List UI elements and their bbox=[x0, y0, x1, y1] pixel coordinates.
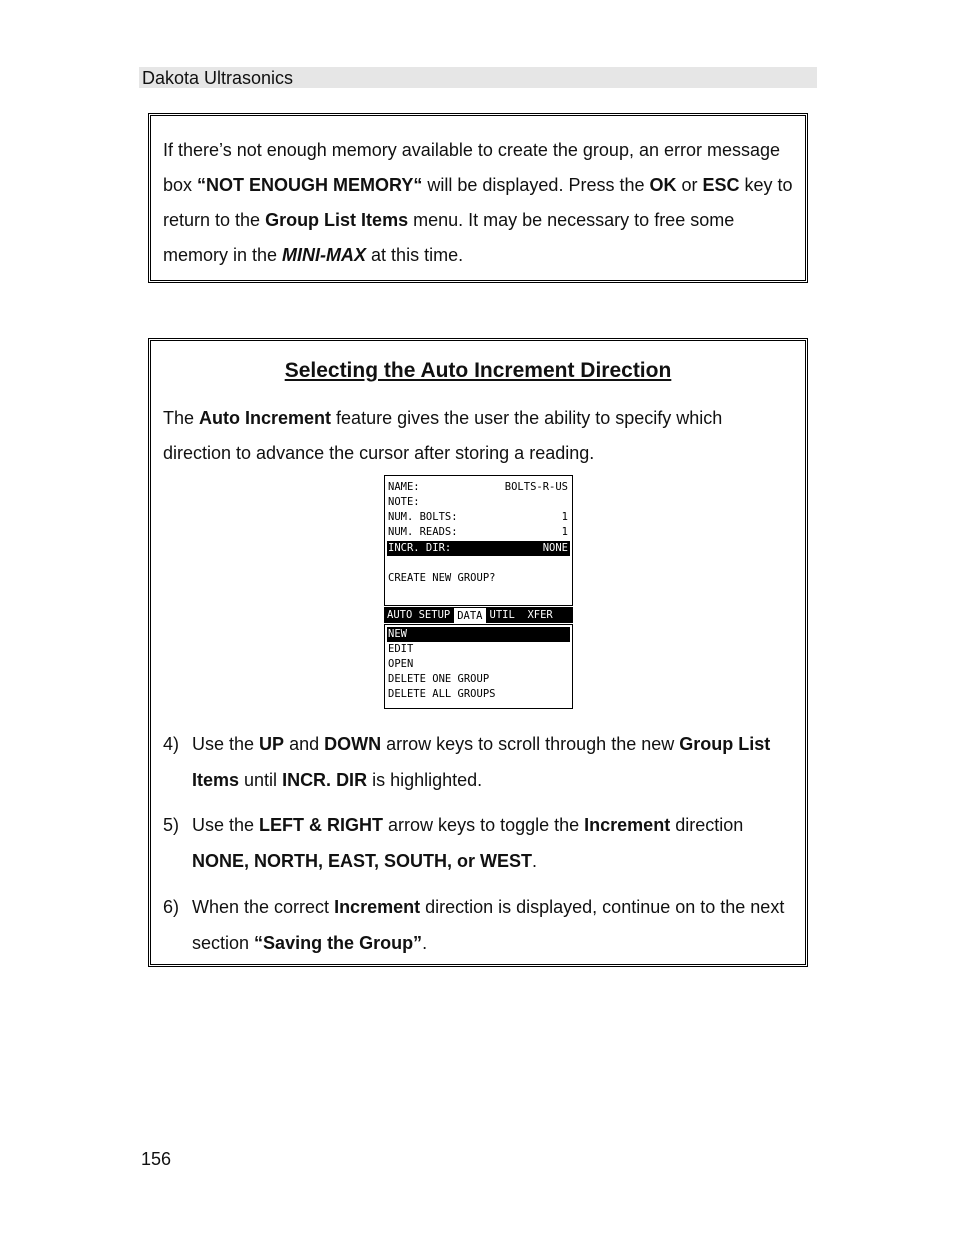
lcd-screen bbox=[384, 475, 573, 709]
lcd-group-fields bbox=[384, 475, 573, 606]
note-menu-name: Group List Items bbox=[265, 210, 409, 230]
step-section-reference: “Saving the Group” bbox=[254, 933, 423, 953]
step-number: 6) bbox=[163, 897, 180, 917]
note-text: key to return to the bbox=[163, 175, 793, 230]
lcd-field-label: INCR. DIR: bbox=[388, 542, 452, 554]
note-esc-key: ESC bbox=[702, 175, 740, 195]
note-text: will be displayed. Press the bbox=[422, 175, 650, 195]
lcd-tab-auto-setup: AUTO SETUP bbox=[384, 607, 453, 623]
lcd-tab-util: UTIL bbox=[489, 609, 515, 621]
step-text-part: direction bbox=[670, 815, 744, 835]
lcd-row-incr-dir bbox=[387, 541, 570, 556]
step-feature-name: Increment bbox=[584, 815, 671, 835]
running-header: Dakota Ultrasonics bbox=[139, 67, 817, 88]
lcd-menu-item-new: NEW bbox=[387, 627, 570, 642]
page-number: 156 bbox=[141, 1149, 172, 1169]
step-text-part: and bbox=[284, 734, 325, 754]
lcd-menu-tabs bbox=[384, 607, 573, 623]
step-number: 5) bbox=[163, 815, 180, 835]
lcd-data-menu bbox=[384, 624, 573, 709]
intro-feature-name: Auto Increment bbox=[199, 408, 332, 428]
lcd-menu-item-delete-all: DELETE ALL GROUPS bbox=[388, 688, 496, 700]
lcd-field-label: NOTE: bbox=[388, 496, 420, 508]
step-text-part: Use the bbox=[192, 734, 260, 754]
lcd-field-label: NUM. BOLTS: bbox=[388, 511, 458, 523]
lcd-tab-data: DATA bbox=[453, 607, 486, 623]
step-feature-name: Increment bbox=[334, 897, 421, 917]
step-number: 4) bbox=[163, 734, 180, 754]
note-text: If there’s not enough memory available to create the group, an error message box bbox=[163, 140, 781, 195]
step-field-name: INCR. DIR bbox=[282, 770, 368, 790]
step-text-part: until bbox=[239, 770, 283, 790]
step-key: UP bbox=[259, 734, 285, 754]
step-text-part: arrow keys to toggle the bbox=[383, 815, 585, 835]
lcd-prompt: CREATE NEW GROUP? bbox=[388, 572, 496, 584]
step-text-part: . bbox=[422, 933, 428, 953]
step-text bbox=[192, 807, 792, 879]
note-ok-key: OK bbox=[649, 175, 677, 195]
note-text: menu. It may be necessary to free some memory in the bbox=[163, 210, 735, 265]
lcd-field-value: 1 bbox=[561, 526, 568, 538]
lcd-row-name bbox=[388, 480, 570, 495]
step-text-part: Use the bbox=[192, 815, 260, 835]
step-text-part: arrow keys to scroll through the new bbox=[381, 734, 680, 754]
lcd-row-num-reads bbox=[388, 525, 570, 540]
step-key: LEFT & RIGHT bbox=[259, 815, 384, 835]
note-text: or bbox=[676, 175, 703, 195]
step-menu-name: Group List Items bbox=[192, 734, 771, 790]
section-title: Selecting the Auto Increment Direction bbox=[284, 359, 672, 382]
lcd-row-num-bolts bbox=[388, 510, 570, 525]
intro-text: The bbox=[163, 408, 200, 428]
note-error-message: “NOT ENOUGH MEMORY“ bbox=[197, 175, 423, 195]
lcd-field-value: 1 bbox=[561, 511, 568, 523]
memory-note-text bbox=[163, 133, 793, 273]
note-text: at this time. bbox=[366, 245, 464, 265]
step-direction-options: NONE, NORTH, EAST, SOUTH, or WEST bbox=[192, 851, 533, 871]
note-product-name: MINI-MAX bbox=[282, 245, 367, 265]
lcd-field-value: BOLTS-R-US bbox=[504, 481, 568, 493]
step-text-part: When the correct bbox=[192, 897, 335, 917]
lcd-field-label: NAME: bbox=[388, 481, 420, 493]
step-text bbox=[192, 889, 792, 961]
step-key: DOWN bbox=[324, 734, 382, 754]
lcd-row-create-group bbox=[388, 571, 570, 586]
lcd-field-value: NONE bbox=[542, 542, 568, 554]
step-text bbox=[192, 726, 792, 798]
lcd-menu-item-open: OPEN bbox=[388, 658, 414, 670]
step-text-part: direction is displayed, continue on to the next section bbox=[192, 897, 785, 953]
lcd-tab-xfer: XFER bbox=[527, 609, 553, 621]
lcd-tab-util-xfer bbox=[487, 607, 573, 623]
lcd-row-note bbox=[388, 495, 570, 510]
intro-text: feature gives the user the ability to specify which direction to advance the cursor after storing a reading. bbox=[163, 408, 723, 463]
step-text-part: . bbox=[532, 851, 538, 871]
lcd-menu-item-edit: EDIT bbox=[388, 643, 414, 655]
lcd-field-label: NUM. READS: bbox=[388, 526, 458, 538]
lcd-menu-item-delete-one: DELETE ONE GROUP bbox=[388, 673, 490, 685]
section-intro bbox=[163, 401, 793, 471]
step-text-part: is highlighted. bbox=[367, 770, 483, 790]
